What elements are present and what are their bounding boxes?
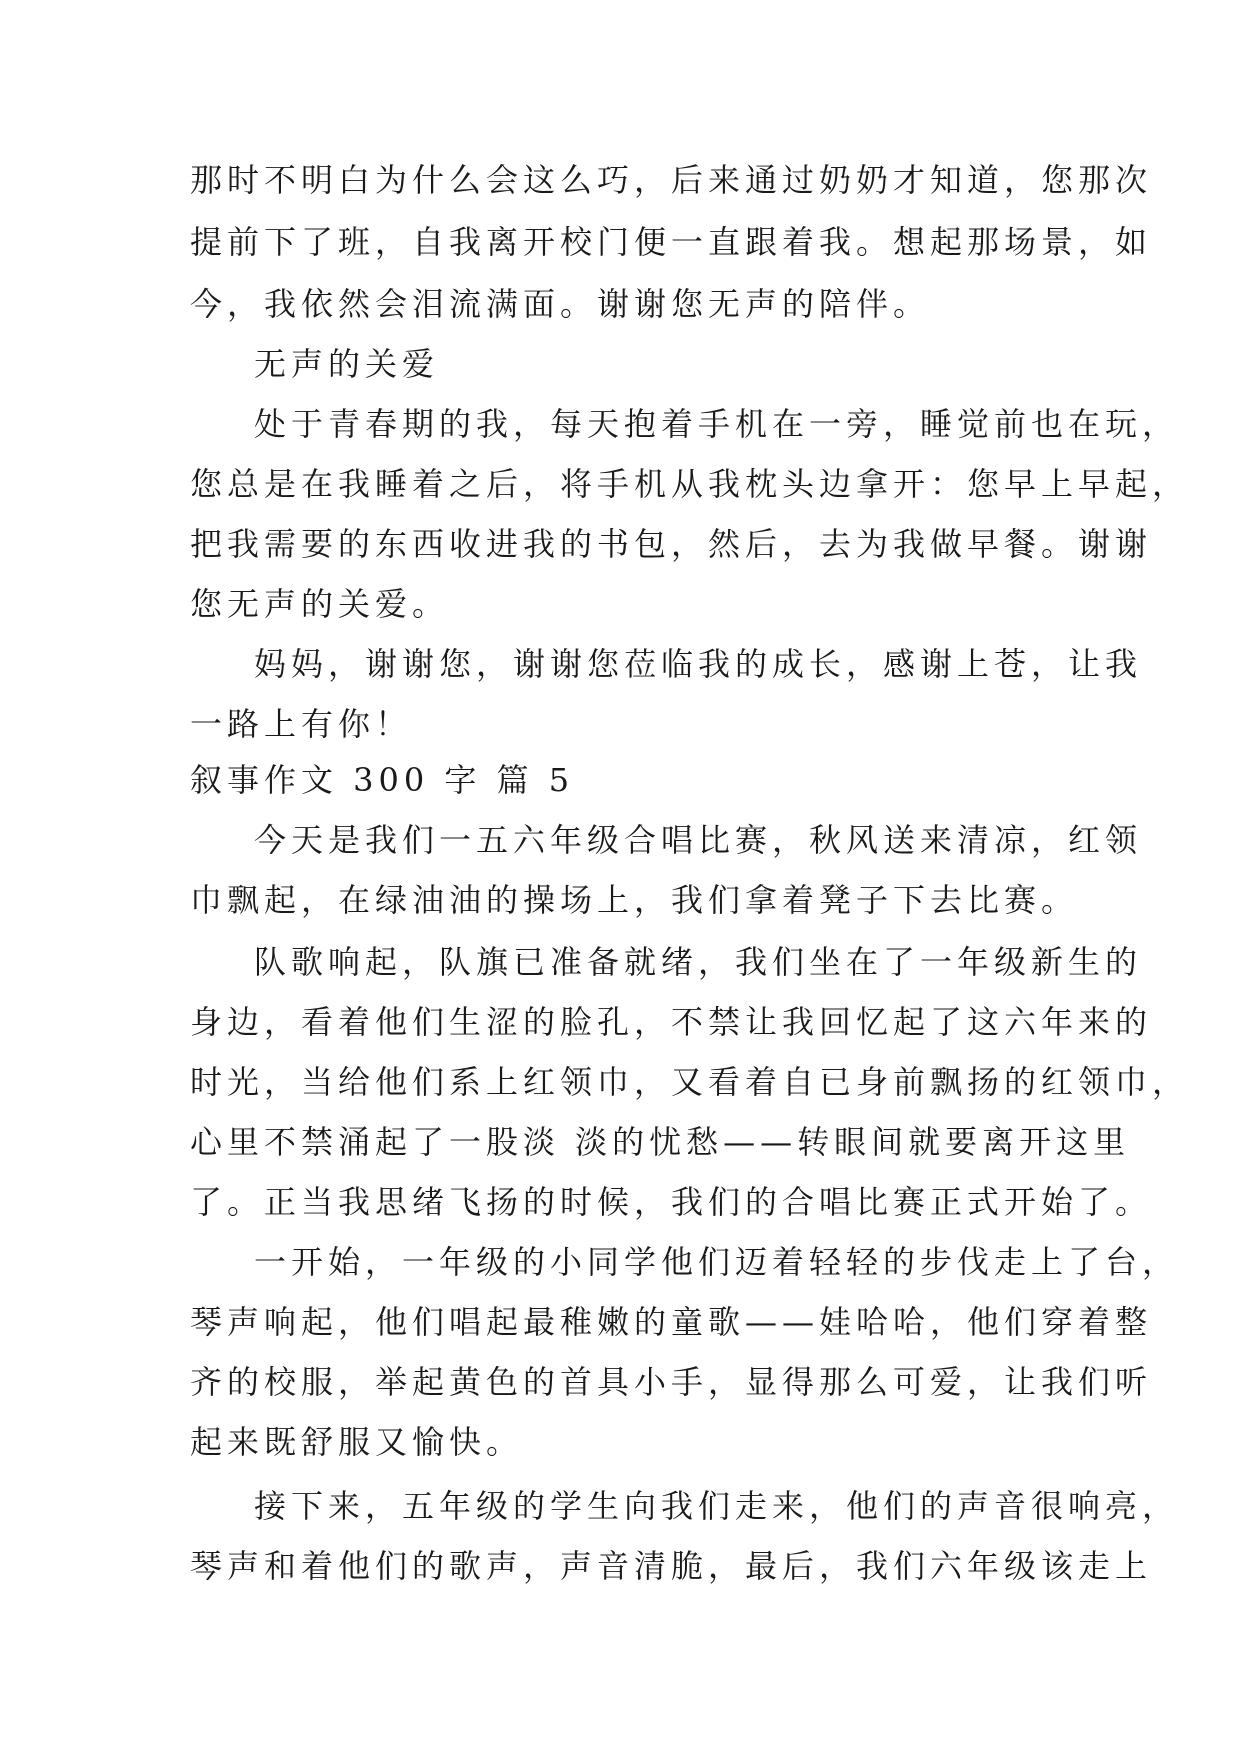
paragraph-line: 一开始，一年级的小同学他们迈着轻轻的步伐走上了台， — [254, 1243, 1180, 1281]
paragraph-line: 时光，当给他们系上红领巾，又看着自已身前飘扬的红领巾， — [190, 1063, 1190, 1101]
section-heading: 叙事作文 300 字 篇 5 — [190, 761, 575, 799]
paragraph-line: 您总是在我睡着之后，将手机从我枕头边拿开：您早上早起， — [190, 465, 1190, 503]
paragraph-line: 今，我依然会泪流满面。谢谢您无声的陪伴。 — [190, 285, 931, 323]
paragraph-line: 身边，看着他们生涩的脸孔，不禁让我回忆起了这六年来的 — [190, 1003, 1153, 1041]
paragraph-line: 巾飘起，在绿油油的操场上，我们拿着凳子下去比赛。 — [190, 881, 1079, 919]
section-subheading: 无声的关爱 — [254, 345, 440, 383]
paragraph-line: 起来既舒服又愉快。 — [190, 1423, 524, 1461]
paragraph-line: 琴声响起，他们唱起最稚嫩的童歌——娃哈哈，他们穿着整 — [190, 1303, 1153, 1341]
paragraph-line: 提前下了班，自我离开校门便一直跟着我。想起那场景，如 — [190, 223, 1153, 261]
paragraph-line: 队歌响起，队旗已准备就绪，我们坐在了一年级新生的 — [254, 943, 1143, 981]
paragraph-line: 那时不明白为什么会这么巧，后来通过奶奶才知道，您那次 — [190, 161, 1153, 199]
paragraph-line: 心里不禁涌起了一股淡 淡的忧愁——转眼间就要离开这里 — [190, 1123, 1131, 1161]
paragraph-line: 了。正当我思绪飞扬的时候，我们的合唱比赛正式开始了。 — [190, 1183, 1153, 1221]
paragraph-line: 您无声的关爱。 — [190, 585, 450, 623]
paragraph-line: 齐的校服，举起黄色的首具小手，显得那么可爱，让我们听 — [190, 1363, 1153, 1401]
paragraph-line: 今天是我们一五六年级合唱比赛，秋风送来清凉，红领 — [254, 821, 1143, 859]
paragraph-line: 妈妈，谢谢您，谢谢您莅临我的成长，感谢上苍，让我 — [254, 645, 1143, 683]
paragraph-line: 琴声和着他们的歌声，声音清脆，最后，我们六年级该走上 — [190, 1547, 1153, 1585]
paragraph-line: 把我需要的东西收进我的书包，然后，去为我做早餐。谢谢 — [190, 525, 1153, 563]
paragraph-line: 一路上有你！ — [190, 705, 413, 743]
paragraph-line: 处于青春期的我，每天抱着手机在一旁，睡觉前也在玩， — [254, 405, 1180, 443]
paragraph-line: 接下来，五年级的学生向我们走来，他们的声音很响亮， — [254, 1487, 1180, 1525]
